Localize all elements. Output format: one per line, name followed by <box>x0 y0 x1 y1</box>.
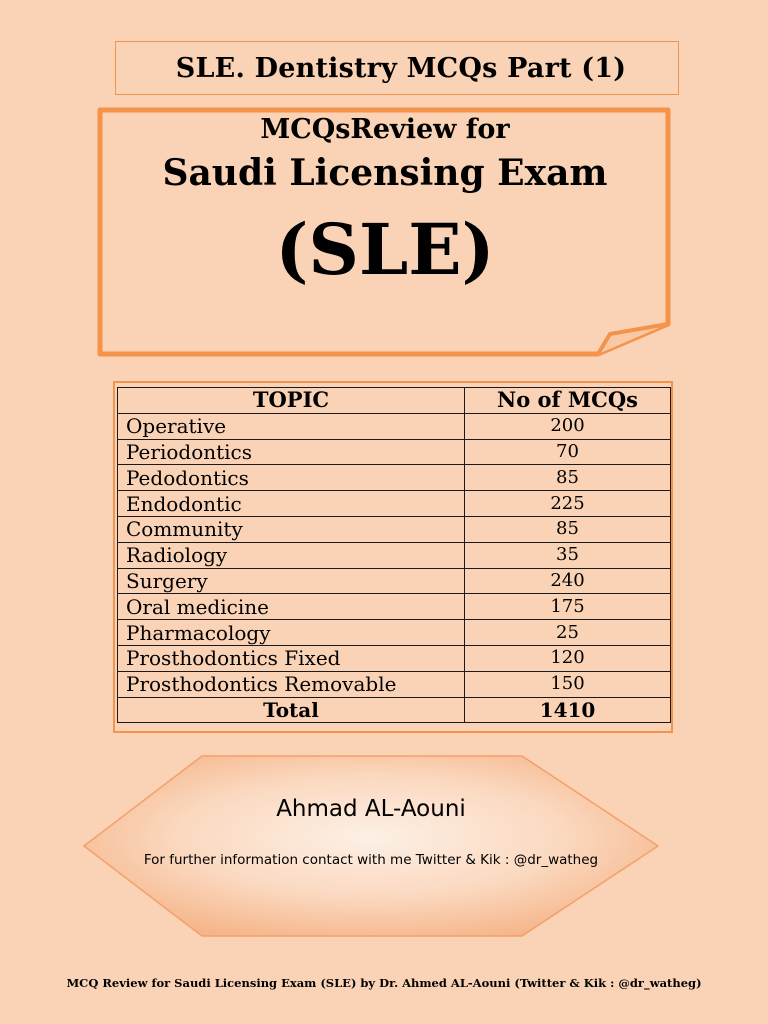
table-total-row <box>118 697 671 723</box>
table-row <box>118 594 671 620</box>
topics-table-frame <box>113 381 673 733</box>
row-topic: Pharmacology <box>118 620 465 646</box>
row-count: 175 <box>465 594 671 620</box>
row-count: 225 <box>465 491 671 517</box>
title-box <box>115 41 679 95</box>
footer-text: MCQ Review for Saudi Licensing Exam (SLE) by Dr. Ahmed AL-Aouni (Twitter & Kik : @dr_watheg) <box>66 976 702 990</box>
row-count: 85 <box>465 516 671 542</box>
author-name: Ahmad AL-Aouni <box>276 796 466 822</box>
row-count: 85 <box>465 465 671 491</box>
contact-info: For further information contact with me Twitter & Kik : @dr_watheg <box>143 852 599 868</box>
row-count: 120 <box>465 645 671 671</box>
document-title: SLE. Dentistry MCQs Part (1) <box>175 52 627 84</box>
table-row <box>118 620 671 646</box>
total-value: 1410 <box>465 697 671 723</box>
row-topic: Surgery <box>118 568 465 594</box>
row-topic: Prosthodontics Removable <box>118 671 465 697</box>
row-topic: Endodontic <box>118 491 465 517</box>
table-row <box>118 439 671 465</box>
row-count: 240 <box>465 568 671 594</box>
note-line-2: Saudi Licensing Exam <box>162 152 608 194</box>
table-row <box>118 671 671 697</box>
table-header-row <box>118 388 671 414</box>
row-count: 150 <box>465 671 671 697</box>
folded-note <box>96 106 674 360</box>
total-label: Total <box>118 697 465 723</box>
row-count: 200 <box>465 413 671 439</box>
row-topic: Oral medicine <box>118 594 465 620</box>
row-topic: Pedodontics <box>118 465 465 491</box>
note-line-3: (SLE) <box>275 208 495 291</box>
topics-table <box>117 387 671 723</box>
table-row <box>118 413 671 439</box>
header-topic: TOPIC <box>118 388 465 414</box>
table-row <box>118 645 671 671</box>
table-row <box>118 516 671 542</box>
table-row <box>118 568 671 594</box>
hexagon-shape <box>82 754 660 938</box>
table-row <box>118 465 671 491</box>
row-topic: Operative <box>118 413 465 439</box>
author-hexagon <box>82 754 660 938</box>
header-count: No of MCQs <box>465 388 671 414</box>
row-topic: Prosthodontics Fixed <box>118 645 465 671</box>
row-topic: Community <box>118 516 465 542</box>
table-row <box>118 542 671 568</box>
row-count: 25 <box>465 620 671 646</box>
row-topic: Periodontics <box>118 439 465 465</box>
table-row <box>118 491 671 517</box>
row-count: 70 <box>465 439 671 465</box>
row-topic: Radiology <box>118 542 465 568</box>
row-count: 35 <box>465 542 671 568</box>
note-line-1: MCQsReview for <box>260 114 510 145</box>
